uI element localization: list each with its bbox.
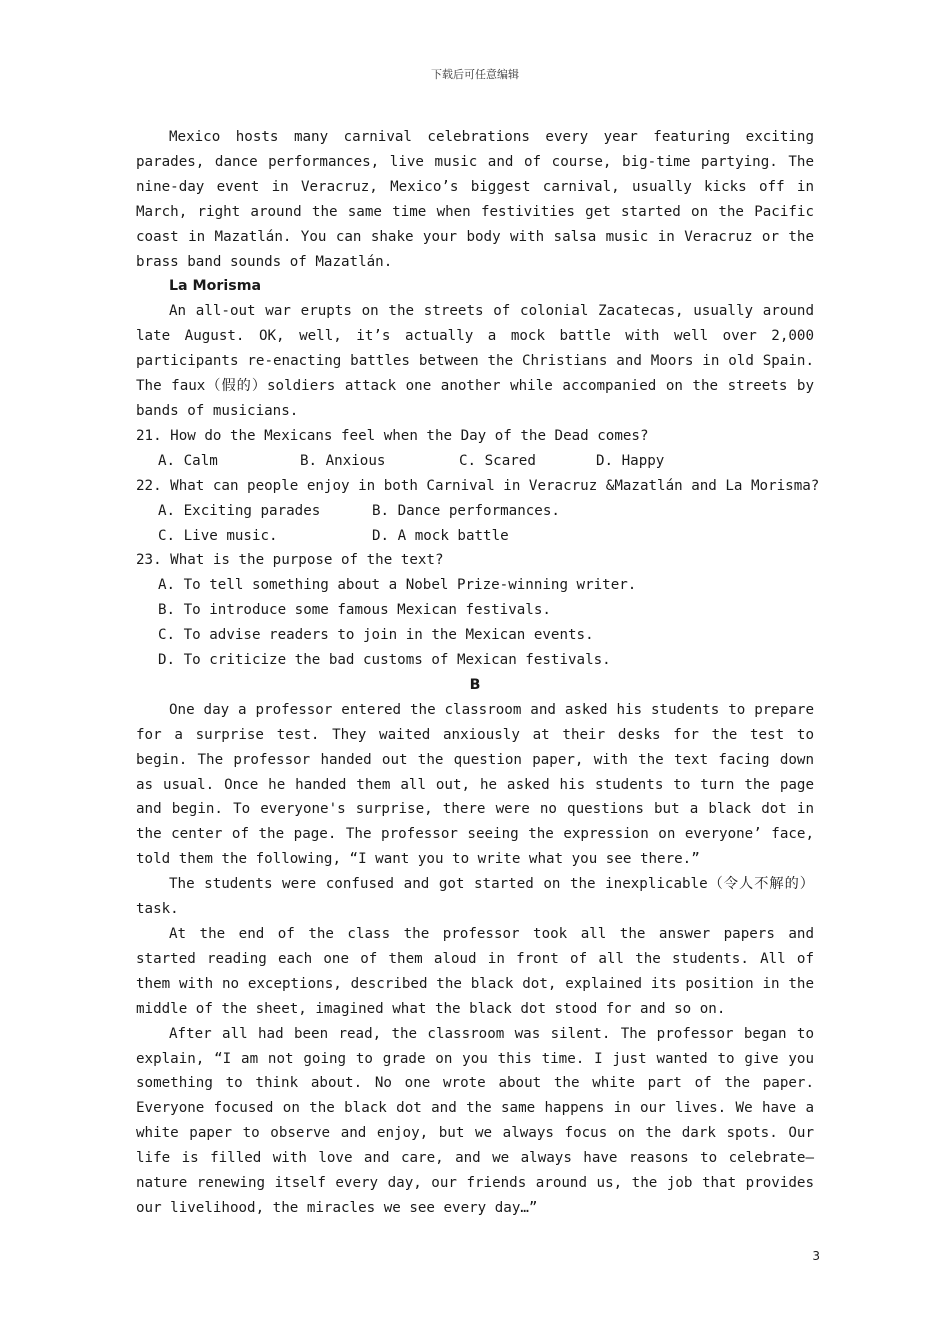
q23-option-d: D. To criticize the bad customs of Mexican festivals. (158, 652, 611, 669)
question-21-stem: 21. How do the Mexicans feel when the Day of the Dead comes? (136, 427, 649, 444)
q22-option-d: D. A mock battle (372, 527, 509, 544)
la-morisma-heading: La Morisma (169, 278, 262, 295)
question-22-options-ab (136, 499, 814, 524)
q21-option-d: D. Happy (596, 452, 665, 469)
q22-option-c: C. Live music. (158, 527, 278, 544)
q22-option-b: B. Dance performances. (372, 502, 560, 519)
question-21-options (136, 449, 814, 474)
section-b-paragraph-2: The students were confused and got started on the inexplicable（令人不解的）task. (136, 876, 814, 918)
document-body (136, 125, 820, 1221)
la-morisma-paragraph: An all-out war erupts on the streets of colonial Zacatecas, usually around late August. OK, well, it’s actually a mock battle with well over 2,000 participants re-enacting battles between the Christians and Moors in old Spain. The faux（假的）soldiers attack one another while accompanied on the streets by bands of musicians. (136, 303, 814, 419)
q23-option-a: A. To tell something about a Nobel Prize-winning writer. (158, 577, 637, 594)
q21-option-b: B. Anxious (300, 452, 386, 469)
q23-option-b: B. To introduce some famous Mexican festivals. (158, 602, 551, 619)
q21-option-a: A. Calm (158, 452, 218, 469)
q23-option-c: C. To advise readers to join in the Mexican events. (158, 627, 594, 644)
section-b-paragraph-1: One day a professor entered the classroom and asked his students to prepare for a surprise test. They waited anxiously at their desks for the test to begin. The professor handed out the question paper, with the text facing down as usual. Once he handed them all out, he asked his students to turn the page and begin. To everyone's surprise, there were no questions but a black dot in the center of the page. The professor seeing the expression on everyone’ face, told them the following, “I want you to write what you see there.” (136, 701, 814, 868)
q22-option-a: A. Exciting parades (158, 502, 321, 519)
section-b-heading: B (469, 676, 481, 693)
question-22-options-cd (136, 524, 814, 549)
intro-paragraph: Mexico hosts many carnival celebrations every year featuring exciting parades, dance performances, live music and of course, big-time partying. The nine-day event in Veracruz, Mexico’s biggest carnival, usually kicks off in March, right around the same time when festivities get started on the Pacific coast in Mazatlán. You can shake your body with salsa music in Veracruz or the brass band sounds of Mazatlán. (136, 129, 814, 270)
page-header: 下载后可任意编辑 (431, 68, 519, 81)
question-23-stem: 23. What is the purpose of the text? (136, 552, 444, 569)
page-number: 3 (812, 1249, 820, 1263)
section-b-paragraph-4: After all had been read, the classroom was silent. The professor began to explain, “I am not going to grade on you this time. I just wanted to give you something to think about. No one wrote about the white part of the paper. Everyone focused on the black dot and the same happens in our lives. We have a white paper to observe and enjoy, but we always focus on the dark spots. Our life is filled with love and care, and we always have reasons to celebrate—nature renewing itself every day, our friends around us, the job that provides our livelihood, the miracles we see every day…” (136, 1025, 814, 1216)
question-22-stem: 22. What can people enjoy in both Carnival in Veracruz &Mazatlán and La Morisma? (136, 477, 820, 494)
q21-option-c: C. Scared (459, 452, 536, 469)
section-b-paragraph-3: At the end of the class the professor took all the answer papers and started reading each one of them aloud in front of all the students. All of them with no exceptions, described the black dot, explained its position in the middle of the sheet, imagined what the black dot stood for and so on. (136, 926, 814, 1017)
